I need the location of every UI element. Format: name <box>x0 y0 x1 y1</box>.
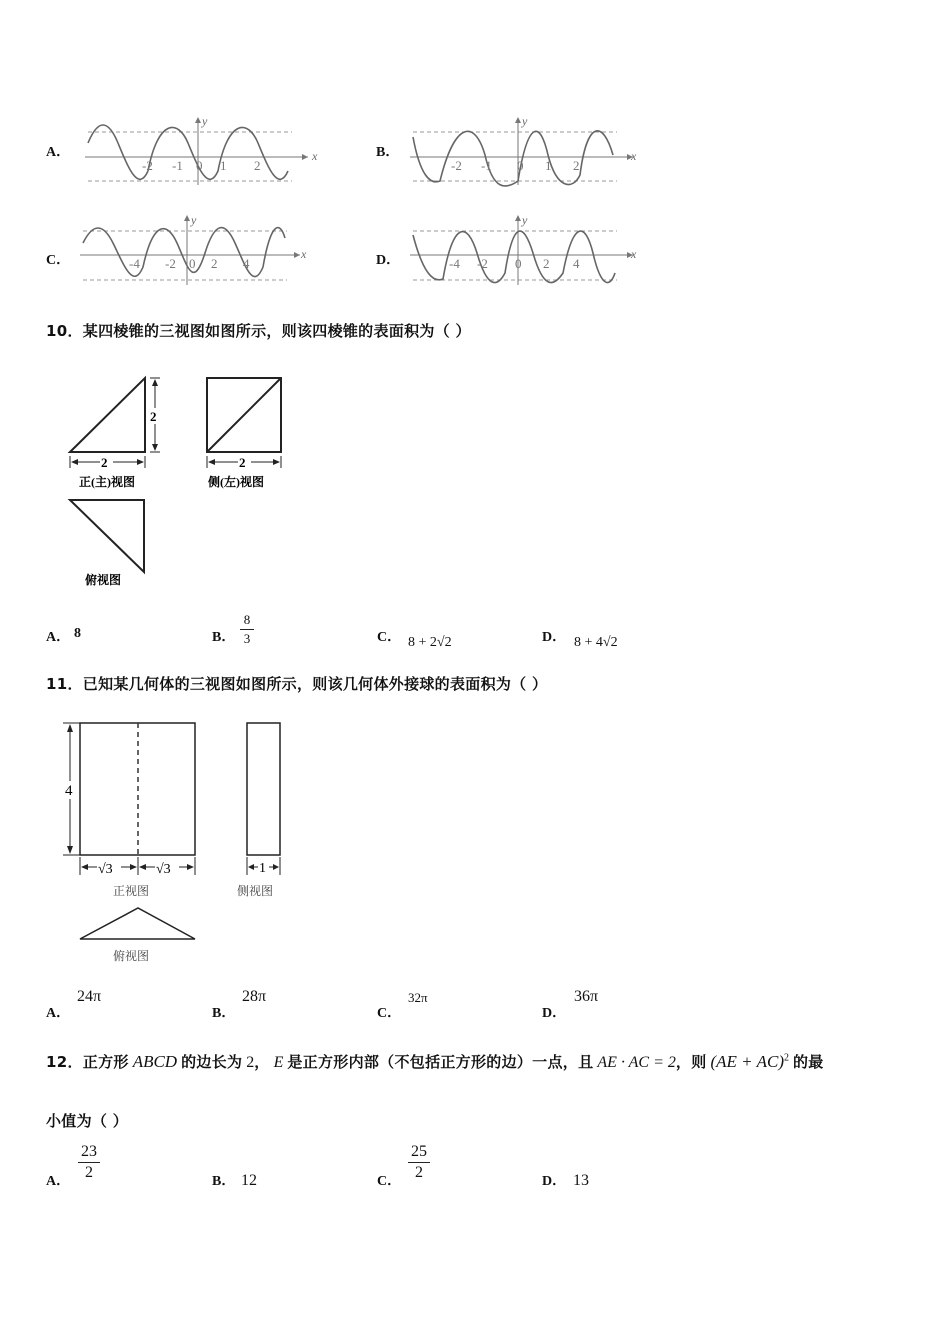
tick-label: 4 <box>243 256 250 271</box>
q12-square-expr: (AE + AC) <box>710 1052 784 1071</box>
q12-text-part: 12．正方形 <box>46 1053 129 1071</box>
q10-three-views <box>60 370 300 595</box>
q11-option-d-value: 36π <box>574 988 599 1005</box>
tick-label: 2 <box>543 256 550 271</box>
q10-top-caption: 俯视图 <box>85 573 122 587</box>
q11-side-caption: 侧视图 <box>237 884 274 898</box>
tick-label: 1 <box>545 158 552 173</box>
y-axis-label: y <box>202 115 208 128</box>
q10-option-a-value: 8 <box>74 626 81 641</box>
q12-dot-product-expr: AE · AC = 2 <box>597 1054 676 1071</box>
q9-graph-b <box>405 115 650 190</box>
q11-question-text: 11．已知某几何体的三视图如图所示，则该几何体外接球的表面积为（ ） <box>46 675 548 693</box>
q11-option-c-value: 32π <box>408 990 428 1005</box>
x-axis-label: x <box>312 149 318 163</box>
q11-option-b-label[interactable]: B． <box>212 1006 236 1021</box>
tick-label: 0 <box>515 256 522 271</box>
top-view-shape <box>80 908 195 939</box>
q10-option-b-fraction <box>240 612 254 647</box>
q11-three-views <box>55 715 315 970</box>
q12-option-c-label[interactable]: C． <box>377 1174 402 1189</box>
q10-front-width-dim: 2 <box>101 455 108 470</box>
q10-option-d-value: 8 + 4√2 <box>574 635 618 650</box>
tick-label: 2 <box>211 256 218 271</box>
q12-exponent: 2 <box>783 1052 789 1064</box>
q12-question-line-2: 小值为（ ） <box>46 1112 129 1130</box>
q12-comma: ， <box>254 1053 270 1071</box>
front-view-shape <box>70 378 145 452</box>
q12-option-c-fraction <box>408 1143 430 1182</box>
tick-label: -2 <box>165 256 176 271</box>
q11-side-dim: 1 <box>259 861 266 876</box>
q12-option-a-fraction <box>78 1143 100 1182</box>
tick-label: -1 <box>172 158 183 173</box>
q10-option-c-value: 8 + 2√2 <box>408 635 452 650</box>
y-axis-label: y <box>191 213 197 227</box>
q11-option-d-label[interactable]: D． <box>542 1006 567 1021</box>
q10-option-a-label[interactable]: A． <box>46 630 71 645</box>
q9-graph-a <box>80 115 325 190</box>
q10-option-b-label[interactable]: B． <box>212 630 236 645</box>
top-view-shape <box>70 500 144 572</box>
q10-option-d-label[interactable]: D． <box>542 630 567 645</box>
tick-label: 0 <box>517 158 524 173</box>
q9-graph-c <box>75 213 320 288</box>
q9-option-a-label[interactable]: A． <box>46 145 71 160</box>
q9-option-b-label[interactable]: B． <box>376 145 400 160</box>
denominator: 3 <box>243 631 251 646</box>
tick-label: -4 <box>449 256 460 271</box>
numerator: 25 <box>411 1143 427 1160</box>
tick-label: -1 <box>481 158 492 173</box>
q12-square-name: ABCD <box>132 1052 178 1071</box>
q12-option-b-label[interactable]: B． <box>212 1174 236 1189</box>
q12-text-part: 是正方形内部（不包括正方形的边）一点，且 <box>287 1053 594 1071</box>
q9-graph-d <box>405 213 650 288</box>
sine-curve <box>83 228 285 277</box>
numerator: 8 <box>243 612 251 627</box>
x-axis-label: x <box>631 149 637 163</box>
q12-question-line-1 <box>46 1051 824 1072</box>
x-axis-label: x <box>631 247 637 261</box>
tick-label: 2 <box>254 158 261 173</box>
q11-option-b-value: 28π <box>242 988 267 1005</box>
q12-point-e: E <box>273 1054 284 1071</box>
denominator: 2 <box>85 1164 93 1181</box>
q11-option-a-label[interactable]: A． <box>46 1006 71 1021</box>
denominator: 2 <box>415 1164 423 1181</box>
q11-option-a-value: 24π <box>77 988 102 1005</box>
q12-text-part: ，则 <box>675 1053 707 1071</box>
tick-label: 2 <box>573 158 580 173</box>
q9-option-c-label[interactable]: C． <box>46 253 71 268</box>
sine-curve <box>413 231 615 282</box>
q11-height-dim: 4 <box>65 783 73 799</box>
q9-option-d-label[interactable]: D． <box>376 253 401 268</box>
q11-right-dim: √3 <box>156 862 171 877</box>
q12-option-d-label[interactable]: D． <box>542 1174 567 1189</box>
q10-front-caption: 正(主)视图 <box>79 475 135 489</box>
q12-option-b-value: 12 <box>241 1172 257 1189</box>
tick-label: 0 <box>189 256 196 271</box>
q11-top-caption: 俯视图 <box>113 949 150 963</box>
numerator: 23 <box>81 1143 97 1160</box>
tick-label: -2 <box>477 256 488 271</box>
x-axis-label: x <box>301 247 307 261</box>
q12-option-d-value: 13 <box>573 1172 589 1189</box>
q10-question-text: 10．某四棱锥的三视图如图所示，则该四棱锥的表面积为（ ） <box>46 322 471 340</box>
q10-option-c-label[interactable]: C． <box>377 630 402 645</box>
q11-left-dim: √3 <box>98 862 113 877</box>
q12-text-part: 的最 <box>792 1053 824 1071</box>
y-axis-label: y <box>522 115 528 128</box>
q12-side-length: 2 <box>246 1054 255 1071</box>
tick-label: 1 <box>220 158 227 173</box>
q12-option-a-label[interactable]: A． <box>46 1174 71 1189</box>
tick-label: -2 <box>142 158 153 173</box>
q10-height-dim: 2 <box>150 409 157 424</box>
q10-side-caption: 侧(左)视图 <box>208 475 264 489</box>
tick-label: 4 <box>573 256 580 271</box>
tick-label: -2 <box>451 158 462 173</box>
side-view-shape <box>247 723 280 855</box>
y-axis-label: y <box>522 213 528 227</box>
tick-label: -4 <box>129 256 140 271</box>
q11-option-c-label[interactable]: C． <box>377 1006 402 1021</box>
q10-side-width-dim: 2 <box>239 455 246 470</box>
q11-front-caption: 正视图 <box>113 884 150 898</box>
q12-text-part: 的边长为 <box>181 1053 243 1071</box>
tick-label: 0 <box>196 158 203 173</box>
sine-curve <box>413 131 613 186</box>
